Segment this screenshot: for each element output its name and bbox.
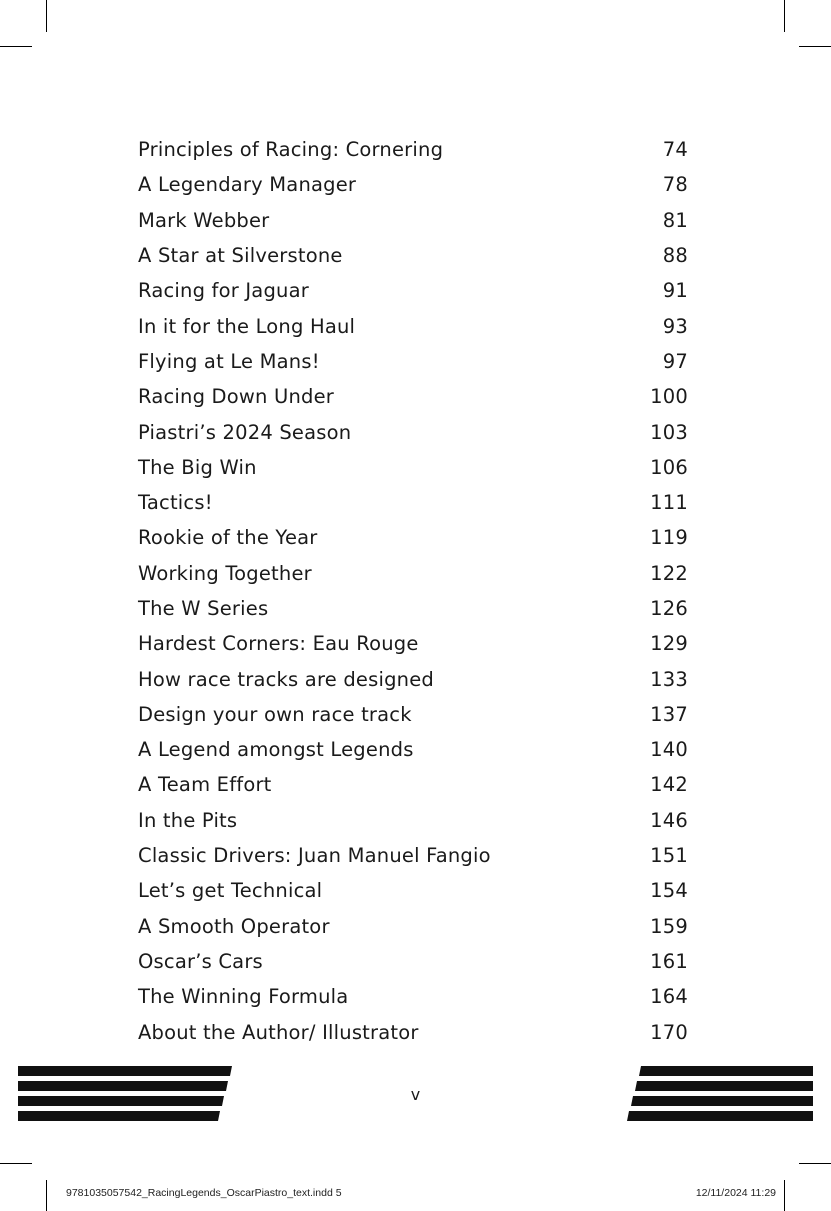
toc-entry-page: 137	[650, 702, 688, 726]
toc-entry-page: 151	[650, 844, 688, 868]
right-stripe	[627, 1111, 813, 1121]
toc-entry-title: The Winning Formula	[138, 985, 349, 1009]
toc-entry-page: 78	[662, 173, 688, 197]
toc-entry-title: Racing for Jaguar	[138, 279, 309, 303]
toc-entry-page: 103	[650, 420, 688, 444]
toc-entry-page: 119	[650, 526, 688, 550]
toc-entry-title: Hardest Corners: Eau Rouge	[138, 632, 419, 656]
toc-entry-page: 142	[650, 773, 688, 797]
toc-entry-page: 146	[650, 808, 688, 832]
toc-entry-page: 111	[650, 491, 688, 515]
toc-entry-page: 154	[650, 879, 688, 903]
toc-entry-title: Mark Webber	[138, 208, 270, 232]
left-stripe	[18, 1066, 232, 1076]
toc-entry-title: Working Together	[138, 561, 312, 585]
toc-entry-title: Design your own race track	[138, 702, 412, 726]
left-stripe	[18, 1111, 220, 1121]
toc-entry-title: The W Series	[138, 597, 269, 620]
toc-entry-title: A Legend amongst Legends	[138, 738, 414, 762]
toc-entry-title: About the Author/ Illustrator	[138, 1020, 419, 1044]
toc-entry-title: Classic Drivers: Juan Manuel Fangio	[138, 844, 491, 868]
toc-entry-page: 140	[650, 738, 688, 762]
toc-entry-title: In it for the Long Haul	[138, 314, 356, 338]
toc-entry-title: In the Pits	[138, 808, 238, 832]
slug-filename: 9781035057542_RacingLegends_OscarPiastro_text.indd 5	[66, 1187, 342, 1199]
toc-entry-page: 170	[650, 1020, 688, 1044]
toc-entry-title: Let’s get Technical	[138, 879, 323, 903]
toc-entry-page: 97	[662, 349, 688, 373]
toc-entry-page: 126	[650, 597, 688, 620]
toc-entry-title: A Smooth Operator	[138, 914, 330, 938]
toc-entry-page: 81	[662, 208, 688, 232]
toc-entry-page: 133	[650, 667, 688, 691]
toc-entry-page: 122	[650, 561, 688, 585]
toc-entry-title: Tactics!	[138, 491, 213, 515]
slug-timestamp: 12/11/2024 11:29	[695, 1187, 776, 1199]
toc-entry-title: Flying at Le Mans!	[138, 349, 320, 373]
toc-entry-page: 106	[650, 455, 688, 479]
toc-entry-page: 100	[650, 385, 688, 409]
toc-entry-title: A Star at Silverstone	[138, 244, 343, 268]
page-number: v	[410, 1085, 421, 1104]
toc-entry-title: The Big Win	[138, 455, 257, 479]
toc-entry-page: 164	[650, 985, 688, 1009]
toc-entry-title: How race tracks are designed	[138, 667, 435, 691]
toc-entry-title: Piastri’s 2024 Season	[138, 420, 352, 444]
toc-entry-title: Principles of Racing: Cornering	[138, 138, 444, 162]
right-stripe	[639, 1066, 813, 1076]
toc-entry-title: A Team Effort	[138, 773, 272, 797]
toc-entry-page: 93	[662, 314, 688, 338]
toc-entry-title: Oscar’s Cars	[138, 949, 263, 973]
toc-entry-title: A Legendary Manager	[138, 173, 357, 197]
toc-entry-page: 91	[662, 279, 688, 303]
toc-entry-page: 88	[662, 244, 688, 268]
toc-entry-page: 159	[650, 914, 688, 938]
toc-entry-title: Rookie of the Year	[138, 526, 318, 550]
toc-entry-page: 74	[662, 138, 688, 162]
toc-entry-page: 129	[650, 632, 688, 656]
toc-entry-title: Racing Down Under	[138, 385, 335, 409]
toc-entry-page: 161	[650, 949, 688, 973]
